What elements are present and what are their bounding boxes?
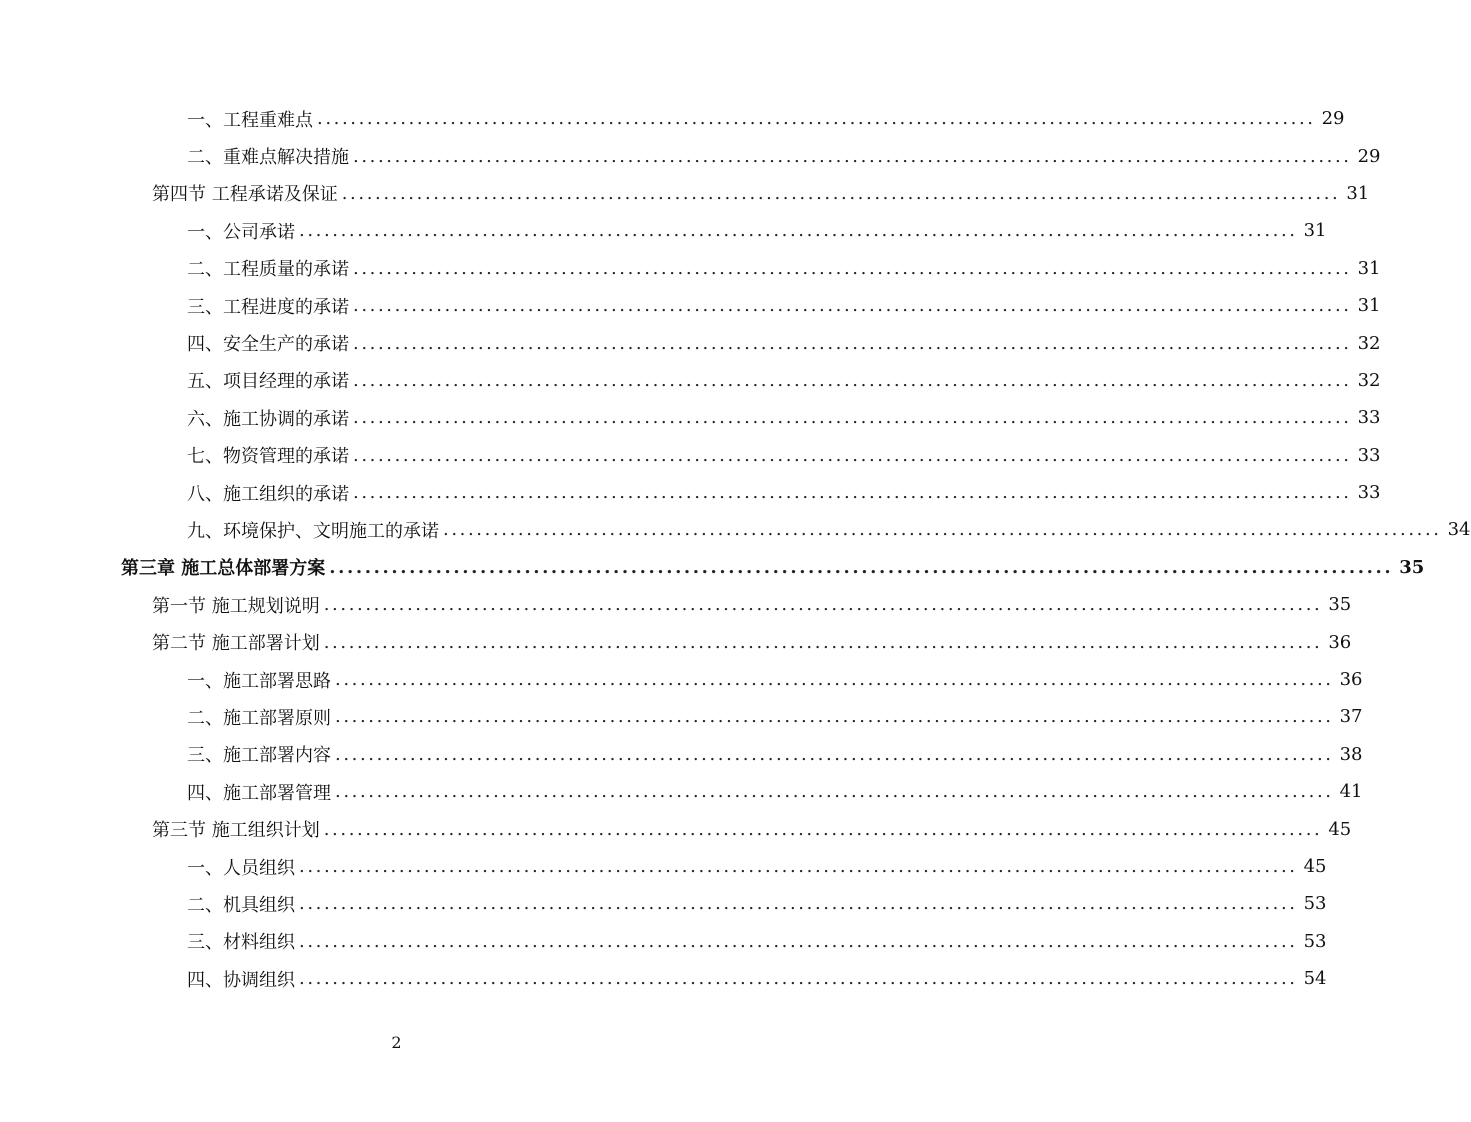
toc-entry[interactable] <box>0 661 1363 698</box>
toc-entry-title: 八、施工组织的承诺 <box>187 483 349 505</box>
toc-leader-dots: ........................................................................................................................ <box>299 220 1298 242</box>
toc-leader-dots: ........................................................................................................................ <box>353 295 1352 317</box>
toc-entry-title: 一、公司承诺 <box>187 221 295 243</box>
toc-entry-page: 38 <box>1339 743 1363 765</box>
toc-leader-dots: ........................................................................................................................ <box>299 893 1298 915</box>
toc-entry-page: 33 <box>1357 482 1381 504</box>
toc-leader-dots: ........................................................................................................................ <box>341 182 1341 204</box>
toc-entry-page: 32 <box>1357 369 1381 391</box>
toc-entry-title: 第四节 工程承诺及保证 <box>152 184 338 206</box>
toc-entry-title: 一、工程重难点 <box>187 109 313 131</box>
toc-entry[interactable] <box>0 810 1352 847</box>
toc-entry-title: 一、人员组织 <box>187 857 295 879</box>
toc-leader-dots: ........................................................................................................................ <box>329 556 1394 578</box>
toc-entry-title: 第三章 施工总体部署方案 <box>121 558 326 580</box>
toc-entry-page: 29 <box>1357 145 1381 167</box>
toc-entry-page: 34 <box>1447 519 1471 541</box>
toc-entry-title: 三、材料组织 <box>187 932 295 954</box>
toc-entry-title: 七、物资管理的承诺 <box>187 446 349 468</box>
toc-leader-dots: ........................................................................................................................ <box>353 407 1352 429</box>
toc-leader-dots: ........................................................................................................................ <box>335 706 1334 728</box>
toc-entry[interactable] <box>0 324 1381 361</box>
page-number: 2 <box>391 1033 402 1052</box>
toc-entry[interactable] <box>0 287 1381 324</box>
toc-entry[interactable] <box>0 511 1471 548</box>
toc-entry[interactable] <box>0 736 1363 773</box>
toc-leader-dots: ........................................................................................................................ <box>335 743 1334 765</box>
toc-entry-title: 二、工程质量的承诺 <box>187 259 349 281</box>
toc-entry-page: 36 <box>1339 669 1363 691</box>
toc-entry[interactable] <box>0 623 1352 660</box>
toc-entry[interactable] <box>0 698 1363 735</box>
toc-entry-page: 29 <box>1321 108 1345 130</box>
toc-entry-title: 一、施工部署思路 <box>187 670 331 692</box>
toc-entry-page: 32 <box>1357 332 1381 354</box>
toc-entry[interactable] <box>0 437 1381 474</box>
toc-entry-title: 六、施工协调的承诺 <box>187 408 349 430</box>
toc-entry-page: 31 <box>1357 295 1381 317</box>
toc-leader-dots: ........................................................................................................................ <box>353 444 1352 466</box>
toc-entry[interactable] <box>0 923 1327 960</box>
toc-entry-page: 54 <box>1303 968 1327 990</box>
toc-entry[interactable] <box>0 362 1381 399</box>
toc-entry-title: 五、项目经理的承诺 <box>187 371 349 393</box>
toc-leader-dots: ........................................................................................................................ <box>299 930 1298 952</box>
toc-entry-title: 二、重难点解决措施 <box>187 147 349 169</box>
toc-entry[interactable] <box>0 474 1381 511</box>
toc-entry[interactable] <box>0 137 1381 174</box>
toc-leader-dots: ........................................................................................................................ <box>353 369 1352 391</box>
toc-entry[interactable] <box>0 250 1381 287</box>
toc-entry[interactable] <box>0 773 1363 810</box>
toc-leader-dots: ........................................................................................................................ <box>335 669 1334 691</box>
toc-entry[interactable] <box>0 960 1327 997</box>
toc-entry-title: 四、协调组织 <box>187 969 295 991</box>
toc-entry-page: 31 <box>1346 182 1370 204</box>
toc-entry-page: 36 <box>1328 631 1352 653</box>
toc-entry-title: 三、施工部署内容 <box>187 745 331 767</box>
toc-entry-title: 第二节 施工部署计划 <box>152 633 320 655</box>
toc-entry[interactable] <box>0 586 1352 623</box>
toc-leader-dots: ........................................................................................................................ <box>353 145 1352 167</box>
toc-entry[interactable] <box>0 212 1327 249</box>
toc-entry-page: 35 <box>1399 556 1425 578</box>
toc-entry-page: 53 <box>1303 930 1327 952</box>
toc-entry-page: 31 <box>1303 220 1327 242</box>
toc-entry-title: 二、施工部署原则 <box>187 707 331 729</box>
toc-entry-page: 31 <box>1357 257 1381 279</box>
toc-entry-page: 45 <box>1303 856 1327 877</box>
toc-entry-page: 35 <box>1328 594 1352 616</box>
toc-entry-title: 第一节 施工规划说明 <box>152 595 320 617</box>
toc-entry-page: 45 <box>1328 818 1352 840</box>
toc-entry-title: 三、工程进度的承诺 <box>187 296 349 318</box>
toc-entry[interactable] <box>0 549 1425 586</box>
toc-entry-title: 第三节 施工组织计划 <box>152 820 320 842</box>
toc-leader-dots: ........................................................................................................................ <box>353 332 1352 354</box>
toc-leader-dots: ........................................................................................................................ <box>323 594 1323 616</box>
toc-entry-page: 33 <box>1357 444 1381 466</box>
toc-entry-page: 41 <box>1339 781 1363 803</box>
toc-entry-page: 37 <box>1339 706 1363 728</box>
toc-leader-dots: ........................................................................................................................ <box>317 108 1316 130</box>
toc-leader-dots: ........................................................................................................................ <box>443 519 1442 541</box>
toc-entry-page: 53 <box>1303 893 1327 915</box>
table-of-contents <box>0 100 1471 997</box>
toc-leader-dots: ........................................................................................................................ <box>353 257 1352 279</box>
toc-entry[interactable] <box>0 885 1327 922</box>
toc-entry[interactable] <box>0 399 1381 436</box>
toc-leader-dots: ........................................................................................................................ <box>323 631 1323 653</box>
toc-entry[interactable] <box>0 848 1327 885</box>
toc-entry-title: 四、施工部署管理 <box>187 782 331 804</box>
toc-leader-dots: ........................................................................................................................ <box>299 856 1298 877</box>
toc-entry[interactable] <box>0 175 1370 212</box>
toc-entry-page: 33 <box>1357 407 1381 429</box>
toc-entry-title: 四、安全生产的承诺 <box>187 334 349 356</box>
toc-leader-dots: ........................................................................................................................ <box>353 482 1352 504</box>
toc-entry[interactable] <box>0 100 1345 137</box>
toc-leader-dots: ........................................................................................................................ <box>335 781 1334 803</box>
toc-entry-title: 二、机具组织 <box>187 894 295 916</box>
toc-entry-title: 九、环境保护、文明施工的承诺 <box>187 520 439 542</box>
toc-leader-dots: ........................................................................................................................ <box>323 818 1323 840</box>
toc-leader-dots: ........................................................................................................................ <box>299 968 1298 990</box>
